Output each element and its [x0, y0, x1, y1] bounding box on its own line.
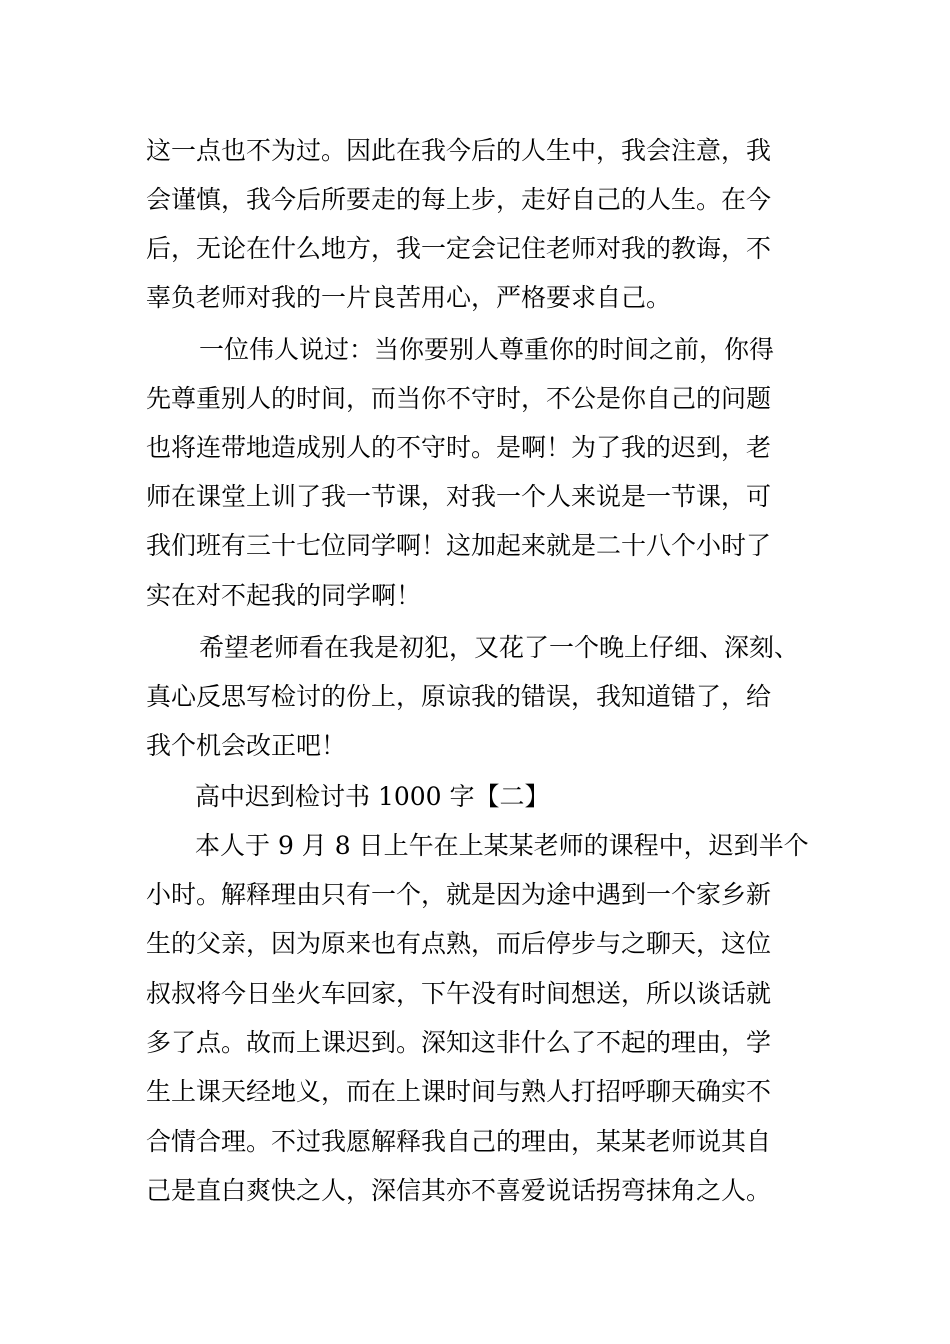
text-line: 叔叔将今日坐火车回家，下午没有时间想送，所以谈话就	[146, 979, 772, 1008]
text-line: 生上课天经地义，而在上课时间与熟人打招呼聊天确实不	[146, 1077, 772, 1106]
text-line: 真心反思写检讨的份上，原谅我的错误，我知道错了，给	[146, 682, 772, 711]
text-line: 也将连带地造成别人的不守时。是啊！为了我的迟到，老	[146, 433, 772, 462]
text-line: 小时。解释理由只有一个，就是因为途中遇到一个家乡新	[146, 880, 772, 909]
text-line: 会谨慎，我今后所要走的每上步，走好自己的人生。在今	[146, 185, 772, 214]
text-line: 先尊重别人的时间，而当你不守时，不公是你自己的问题	[146, 384, 772, 413]
section-heading: 高中迟到检讨书 1000 字【二】	[195, 782, 550, 811]
text-line: 生的父亲，因为原来也有点熟，而后停步与之聊天，这位	[146, 929, 772, 958]
paragraph-first-line: 希望老师看在我是初犯，又花了一个晚上仔细、深刻、	[199, 633, 800, 662]
text-line: 师在课堂上训了我一节课，对我一个人来说是一节课，可	[146, 482, 772, 511]
paragraph-first-line: 本人于 9 月 8 日上午在上某某老师的课程中，迟到半个	[195, 831, 809, 860]
text-line: 合情合理。不过我愿解释我自己的理由，某某老师说其自	[146, 1127, 772, 1156]
text-line: 这一点也不为过。因此在我今后的人生中，我会注意，我	[146, 136, 772, 165]
text-line: 辜负老师对我的一片良苦用心，严格要求自己。	[146, 283, 672, 312]
paragraph-first-line: 一位伟人说过：当你要别人尊重你的时间之前，你得	[199, 335, 775, 364]
text-line: 我个机会改正吧！	[146, 731, 347, 760]
text-line: 我们班有三十七位同学啊！这加起来就是二十八个小时了	[146, 531, 772, 560]
text-line: 己是直白爽快之人，深信其亦不喜爱说话拐弯抹角之人。	[146, 1176, 772, 1205]
text-line: 多了点。故而上课迟到。深知这非什么了不起的理由，学	[146, 1028, 772, 1057]
text-line: 后，无论在什么地方，我一定会记住老师对我的教诲，不	[146, 234, 772, 263]
text-line: 实在对不起我的同学啊！	[146, 581, 422, 610]
